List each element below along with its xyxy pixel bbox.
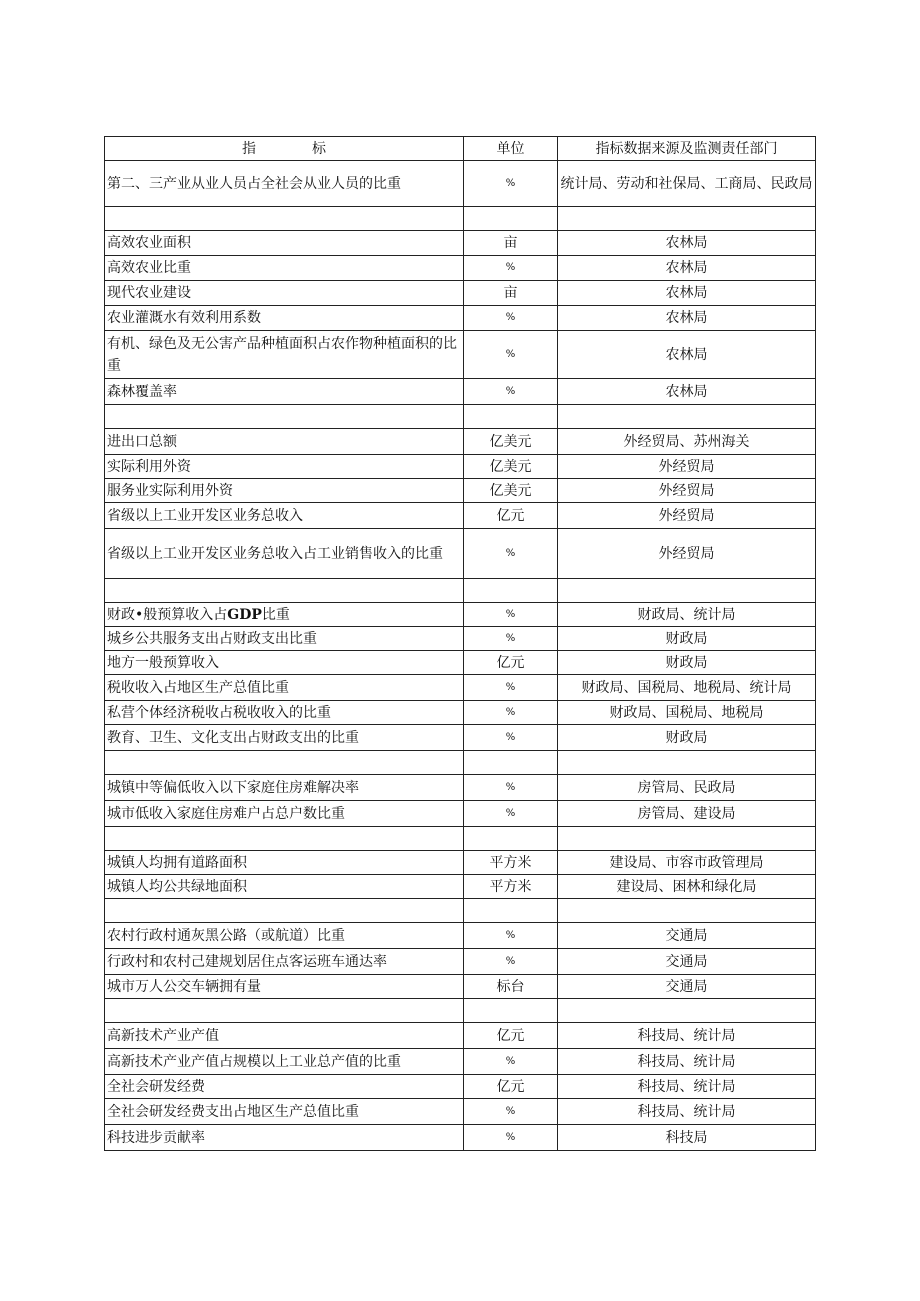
indicator-cell: 私营个体经济税收占税收收入的比重 <box>105 701 464 725</box>
source-cell: 财政局、统计局 <box>558 603 816 627</box>
table-separator-row <box>105 827 816 851</box>
table-row <box>105 923 816 949</box>
indicator-cell: 科技进步贡献率 <box>105 1125 464 1151</box>
indicator-cell: 城乡公共服务支出占财政支出比重 <box>105 627 464 651</box>
unit-cell: % <box>464 161 558 207</box>
source-cell: 外经贸局 <box>558 529 816 579</box>
table-row <box>105 479 816 503</box>
source-cell <box>558 751 816 775</box>
indicator-cell: 教育、卫生、文化支出占财政支出的比重 <box>105 725 464 751</box>
source-cell: 建设局、市容市政管理局 <box>558 851 816 875</box>
header-indicator: 指 标 <box>105 137 464 161</box>
indicator-cell: 高效农业面积 <box>105 231 464 256</box>
unit-cell: % <box>464 1049 558 1075</box>
table-row <box>105 231 816 256</box>
indicator-cell: 实际利用外资 <box>105 455 464 479</box>
indicator-cell: 全社会研发经费 <box>105 1075 464 1099</box>
source-cell: 农林局 <box>558 379 816 405</box>
source-cell: 财政局、国税局、地税局 <box>558 701 816 725</box>
gdp-emphasis: GDP <box>227 606 262 623</box>
unit-cell <box>464 999 558 1023</box>
unit-cell <box>464 405 558 429</box>
unit-cell: % <box>464 529 558 579</box>
table-row <box>105 503 816 529</box>
unit-cell <box>464 751 558 775</box>
source-cell: 外经贸局 <box>558 503 816 529</box>
indicator-cell: 第二、三产业从业人员占全社会从业人员的比重 <box>105 161 464 207</box>
indicator-cell <box>105 207 464 231</box>
source-cell: 外经贸局、苏州海关 <box>558 429 816 455</box>
indicator-cell: 高新技术产业产值占规模以上工业总产值的比重 <box>105 1049 464 1075</box>
header-source: 指标数据来源及监测责任部门 <box>558 137 816 161</box>
table-row <box>105 1125 816 1151</box>
table-separator-row <box>105 405 816 429</box>
unit-cell: % <box>464 725 558 751</box>
table-row <box>105 651 816 675</box>
unit-cell: % <box>464 701 558 725</box>
indicator-cell: 服务业实际利用外资 <box>105 479 464 503</box>
indicator-cell: 财政•般预算收入占GDP比重 <box>105 603 464 627</box>
source-cell: 统计局、劳动和社保局、工商局、民政局 <box>558 161 816 207</box>
unit-cell: % <box>464 627 558 651</box>
source-cell: 交通局 <box>558 975 816 999</box>
unit-cell: 亩 <box>464 231 558 256</box>
unit-cell <box>464 579 558 603</box>
table-row <box>105 627 816 651</box>
source-cell: 房管局、民政局 <box>558 775 816 801</box>
unit-cell: % <box>464 949 558 975</box>
source-cell: 建设局、困林和绿化局 <box>558 875 816 899</box>
source-cell: 科技局、统计局 <box>558 1023 816 1049</box>
table-row <box>105 701 816 725</box>
indicator-cell <box>105 751 464 775</box>
unit-cell: 亿美元 <box>464 479 558 503</box>
table-row <box>105 429 816 455</box>
table-row <box>105 331 816 379</box>
source-cell: 财政局、国税局、地税局、统计局 <box>558 675 816 701</box>
source-cell <box>558 579 816 603</box>
table-row <box>105 675 816 701</box>
indicator-table <box>104 136 816 1151</box>
unit-cell: 标台 <box>464 975 558 999</box>
indicator-cell: 行政村和农村己建规划居住点客运班车通达率 <box>105 949 464 975</box>
table-row <box>105 851 816 875</box>
table-row <box>105 775 816 801</box>
indicator-cell <box>105 405 464 429</box>
source-cell: 农林局 <box>558 231 816 256</box>
unit-cell: % <box>464 331 558 379</box>
indicator-cell: 农村行政村通灰黑公路（或航道）比重 <box>105 923 464 949</box>
unit-cell: % <box>464 256 558 281</box>
unit-cell: 亩 <box>464 281 558 306</box>
table-row <box>105 1049 816 1075</box>
indicator-cell <box>105 579 464 603</box>
source-cell: 财政局 <box>558 627 816 651</box>
indicator-cell: 农业灌溉水有效利用系数 <box>105 306 464 331</box>
unit-cell <box>464 827 558 851</box>
table-row <box>105 1099 816 1125</box>
source-cell: 科技局 <box>558 1125 816 1151</box>
source-cell: 农林局 <box>558 281 816 306</box>
table-row <box>105 455 816 479</box>
source-cell <box>558 999 816 1023</box>
table-separator-row <box>105 751 816 775</box>
indicator-cell <box>105 827 464 851</box>
indicator-cell: 城镇人均公共绿地面积 <box>105 875 464 899</box>
unit-cell: 亿美元 <box>464 429 558 455</box>
table-row <box>105 379 816 405</box>
source-cell <box>558 827 816 851</box>
indicator-cell: 进出口总额 <box>105 429 464 455</box>
indicator-cell <box>105 899 464 923</box>
table-row <box>105 725 816 751</box>
table-row <box>105 306 816 331</box>
source-cell <box>558 207 816 231</box>
source-cell: 科技局、统计局 <box>558 1075 816 1099</box>
indicator-cell: 省级以上工业开发区业务总收入 <box>105 503 464 529</box>
indicator-cell: 城镇中等偏低收入以下家庭住房难解决率 <box>105 775 464 801</box>
indicator-cell: 城镇人均拥有道路面积 <box>105 851 464 875</box>
table-row <box>105 256 816 281</box>
indicator-cell: 全社会研发经费支出占地区生产总值比重 <box>105 1099 464 1125</box>
source-cell: 科技局、统计局 <box>558 1049 816 1075</box>
table-row <box>105 875 816 899</box>
unit-cell: % <box>464 923 558 949</box>
table-separator-row <box>105 207 816 231</box>
unit-cell: % <box>464 1099 558 1125</box>
unit-cell: 亿元 <box>464 1075 558 1099</box>
indicator-cell: 高新技术产业产值 <box>105 1023 464 1049</box>
indicator-cell: 地方一般预算收入 <box>105 651 464 675</box>
indicator-cell: 有机、绿色及无公害产品种植面积占农作物种植面积的比重 <box>105 331 464 379</box>
unit-cell: % <box>464 379 558 405</box>
table-row <box>105 975 816 999</box>
indicator-cell: 现代农业建设 <box>105 281 464 306</box>
indicator-cell: 税收收入占地区生产总值比重 <box>105 675 464 701</box>
source-cell: 农林局 <box>558 256 816 281</box>
table-row <box>105 161 816 207</box>
table-header-row <box>105 137 816 161</box>
source-cell: 农林局 <box>558 331 816 379</box>
unit-cell: % <box>464 775 558 801</box>
table-row <box>105 1075 816 1099</box>
unit-cell: 平方米 <box>464 851 558 875</box>
unit-cell: % <box>464 675 558 701</box>
unit-cell: % <box>464 1125 558 1151</box>
source-cell: 外经贸局 <box>558 479 816 503</box>
table-separator-row <box>105 579 816 603</box>
source-cell: 科技局、统计局 <box>558 1099 816 1125</box>
indicator-cell: 省级以上工业开发区业务总收入占工业销售收入的比重 <box>105 529 464 579</box>
table-separator-row <box>105 899 816 923</box>
indicator-cell <box>105 999 464 1023</box>
source-cell <box>558 405 816 429</box>
unit-cell: 亿美元 <box>464 455 558 479</box>
unit-cell: % <box>464 306 558 331</box>
indicator-cell: 高效农业比重 <box>105 256 464 281</box>
unit-cell: % <box>464 603 558 627</box>
table-row <box>105 1023 816 1049</box>
table-row <box>105 281 816 306</box>
unit-cell <box>464 899 558 923</box>
table-row <box>105 603 816 627</box>
unit-cell: 平方米 <box>464 875 558 899</box>
table-row <box>105 529 816 579</box>
source-cell: 交通局 <box>558 923 816 949</box>
table-separator-row <box>105 999 816 1023</box>
indicator-cell: 森林覆盖率 <box>105 379 464 405</box>
table-row <box>105 801 816 827</box>
unit-cell: 亿元 <box>464 651 558 675</box>
unit-cell: % <box>464 801 558 827</box>
source-cell: 财政局 <box>558 725 816 751</box>
source-cell: 财政局 <box>558 651 816 675</box>
source-cell: 外经贸局 <box>558 455 816 479</box>
source-cell <box>558 899 816 923</box>
source-cell: 农林局 <box>558 306 816 331</box>
unit-cell <box>464 207 558 231</box>
unit-cell: 亿元 <box>464 503 558 529</box>
header-unit: 单位 <box>464 137 558 161</box>
unit-cell: 亿元 <box>464 1023 558 1049</box>
table-row <box>105 949 816 975</box>
indicator-cell: 城市低收入家庭住房难户占总户数比重 <box>105 801 464 827</box>
source-cell: 房管局、建设局 <box>558 801 816 827</box>
indicator-cell: 城市万人公交车辆拥有量 <box>105 975 464 999</box>
source-cell: 交通局 <box>558 949 816 975</box>
